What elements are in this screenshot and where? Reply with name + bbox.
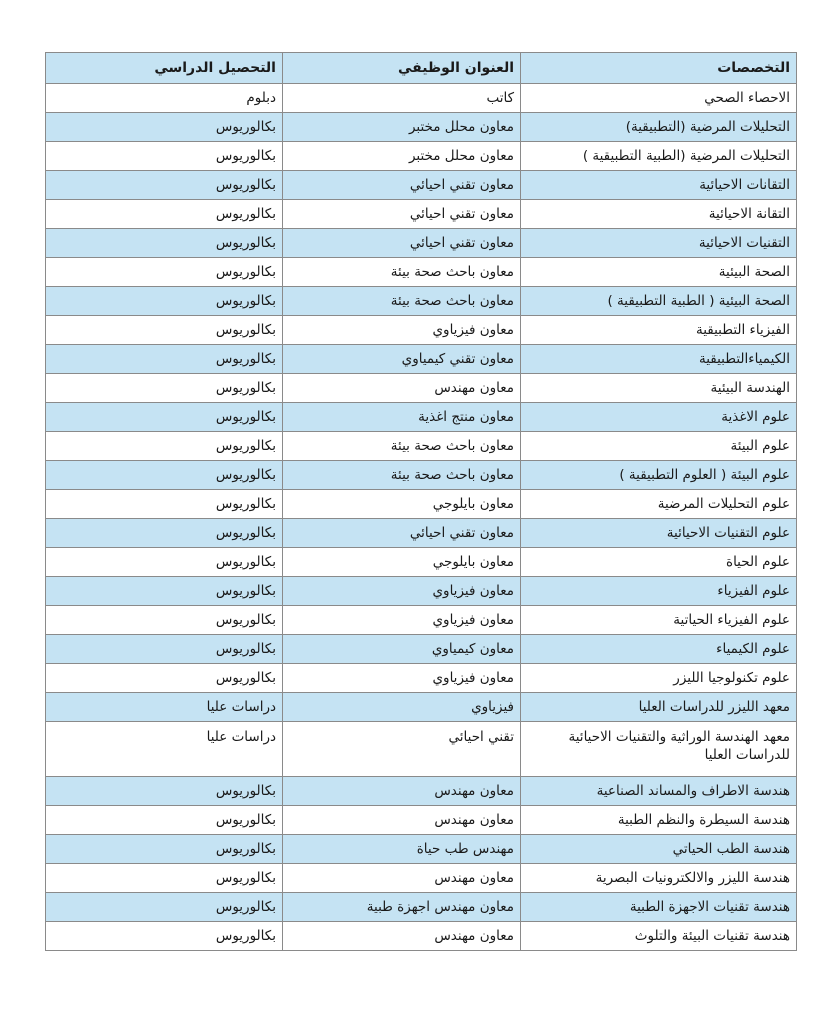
cell-specialization: التقانات الاحيائية xyxy=(521,171,797,200)
header-specialization: التخصصات xyxy=(521,53,797,84)
table-row xyxy=(46,777,797,806)
cell-job-title: معاون مهندس xyxy=(283,922,521,951)
table-row xyxy=(46,171,797,200)
cell-specialization: الصحة البيئية ( الطبية التطبيقية ) xyxy=(521,287,797,316)
cell-specialization: علوم التقنيات الاحيائية xyxy=(521,519,797,548)
cell-specialization: علوم الحياة xyxy=(521,548,797,577)
cell-specialization: هندسة السيطرة والنظم الطبية xyxy=(521,806,797,835)
table-row xyxy=(46,548,797,577)
cell-specialization: علوم الكيمياء xyxy=(521,635,797,664)
cell-education: بكالوريوس xyxy=(46,461,283,490)
cell-specialization: علوم البيئة ( العلوم التطبيقية ) xyxy=(521,461,797,490)
cell-job-title: معاون باحث صحة بيئة xyxy=(283,461,521,490)
table-row xyxy=(46,403,797,432)
cell-job-title: معاون مهندس xyxy=(283,374,521,403)
cell-education: بكالوريوس xyxy=(46,258,283,287)
cell-job-title: معاون محلل مختبر xyxy=(283,113,521,142)
cell-job-title: معاون كيمياوي xyxy=(283,635,521,664)
cell-education: بكالوريوس xyxy=(46,142,283,171)
table-row xyxy=(46,113,797,142)
cell-job-title: معاون بايلوجي xyxy=(283,548,521,577)
cell-specialization: معهد الليزر للدراسات العليا xyxy=(521,693,797,722)
cell-education: بكالوريوس xyxy=(46,806,283,835)
cell-education: دبلوم xyxy=(46,84,283,113)
cell-education: بكالوريوس xyxy=(46,606,283,635)
table-row xyxy=(46,316,797,345)
cell-job-title: معاون باحث صحة بيئة xyxy=(283,258,521,287)
cell-job-title: معاون فيزياوي xyxy=(283,664,521,693)
cell-specialization: علوم الاغذية xyxy=(521,403,797,432)
table-row xyxy=(46,893,797,922)
cell-specialization: معهد الهندسة الوراثية والتقنيات الاحيائية للدراسات العليا xyxy=(521,722,797,777)
cell-education: بكالوريوس xyxy=(46,287,283,316)
cell-education: بكالوريوس xyxy=(46,548,283,577)
cell-job-title: معاون فيزياوي xyxy=(283,606,521,635)
cell-specialization: علوم تكنولوجيا الليزر xyxy=(521,664,797,693)
cell-education: دراسات عليا xyxy=(46,693,283,722)
table-row xyxy=(46,806,797,835)
cell-job-title: معاون مهندس xyxy=(283,777,521,806)
table-row xyxy=(46,287,797,316)
cell-job-title: معاون تقني احيائي xyxy=(283,171,521,200)
cell-job-title: كاتب xyxy=(283,84,521,113)
cell-job-title: معاون تقني كيمياوي xyxy=(283,345,521,374)
cell-education: بكالوريوس xyxy=(46,345,283,374)
table-row xyxy=(46,835,797,864)
cell-specialization: التحليلات المرضية (الطبية التطبيقية ) xyxy=(521,142,797,171)
table-body xyxy=(46,84,797,951)
table-row xyxy=(46,142,797,171)
cell-specialization: هندسة الاطراف والمساند الصناعية xyxy=(521,777,797,806)
table-row xyxy=(46,374,797,403)
cell-job-title: معاون باحث صحة بيئة xyxy=(283,432,521,461)
cell-job-title: معاون مهندس xyxy=(283,864,521,893)
cell-specialization: علوم البيئة xyxy=(521,432,797,461)
cell-job-title: معاون فيزياوي xyxy=(283,316,521,345)
table-row xyxy=(46,722,797,777)
cell-specialization: علوم الفيزياء xyxy=(521,577,797,606)
table-row xyxy=(46,693,797,722)
cell-job-title: معاون فيزياوي xyxy=(283,577,521,606)
cell-education: بكالوريوس xyxy=(46,490,283,519)
cell-job-title: فيزياوي xyxy=(283,693,521,722)
cell-job-title: معاون مهندس اجهزة طبية xyxy=(283,893,521,922)
cell-job-title: معاون منتج اغذية xyxy=(283,403,521,432)
cell-education: بكالوريوس xyxy=(46,777,283,806)
cell-education: بكالوريوس xyxy=(46,432,283,461)
table-row xyxy=(46,635,797,664)
cell-job-title: معاون باحث صحة بيئة xyxy=(283,287,521,316)
cell-specialization: الهندسة البيئية xyxy=(521,374,797,403)
table-row xyxy=(46,577,797,606)
cell-specialization: هندسة الليزر والالكترونيات البصرية xyxy=(521,864,797,893)
cell-education: بكالوريوس xyxy=(46,864,283,893)
cell-education: بكالوريوس xyxy=(46,113,283,142)
cell-education: بكالوريوس xyxy=(46,577,283,606)
table-row xyxy=(46,606,797,635)
cell-specialization: التحليلات المرضية (التطبيقية) xyxy=(521,113,797,142)
cell-job-title: معاون تقني احيائي xyxy=(283,519,521,548)
cell-education: بكالوريوس xyxy=(46,893,283,922)
cell-job-title: معاون مهندس xyxy=(283,806,521,835)
cell-specialization: هندسة تقنيات الاجهزة الطبية xyxy=(521,893,797,922)
cell-specialization: التقنيات الاحيائية xyxy=(521,229,797,258)
cell-specialization: علوم التحليلات المرضية xyxy=(521,490,797,519)
cell-specialization: الفيزياء التطبيقية xyxy=(521,316,797,345)
cell-job-title: معاون محلل مختبر xyxy=(283,142,521,171)
cell-education: بكالوريوس xyxy=(46,229,283,258)
cell-education: دراسات عليا xyxy=(46,722,283,777)
table-row xyxy=(46,258,797,287)
cell-education: بكالوريوس xyxy=(46,171,283,200)
cell-education: بكالوريوس xyxy=(46,374,283,403)
specializations-table xyxy=(45,52,797,951)
table-row xyxy=(46,664,797,693)
cell-education: بكالوريوس xyxy=(46,922,283,951)
cell-specialization: الكيمياءالتطبيقية xyxy=(521,345,797,374)
cell-job-title: معاون تقني احيائي xyxy=(283,200,521,229)
cell-job-title: تقني احيائي xyxy=(283,722,521,777)
cell-education: بكالوريوس xyxy=(46,635,283,664)
cell-education: بكالوريوس xyxy=(46,835,283,864)
table-row xyxy=(46,345,797,374)
table-row xyxy=(46,490,797,519)
header-education: التحصيل الدراسي xyxy=(46,53,283,84)
cell-specialization: علوم الفيزياء الحياتية xyxy=(521,606,797,635)
table-row xyxy=(46,519,797,548)
cell-specialization: هندسة تقنيات البيئة والتلوث xyxy=(521,922,797,951)
table-row xyxy=(46,922,797,951)
cell-education: بكالوريوس xyxy=(46,664,283,693)
cell-job-title: معاون تقني احيائي xyxy=(283,229,521,258)
cell-education: بكالوريوس xyxy=(46,519,283,548)
cell-specialization: الاحصاء الصحي xyxy=(521,84,797,113)
cell-specialization: هندسة الطب الحياتي xyxy=(521,835,797,864)
cell-job-title: مهندس طب حياة xyxy=(283,835,521,864)
table-row xyxy=(46,200,797,229)
header-job-title: العنوان الوظيفي xyxy=(283,53,521,84)
table-row xyxy=(46,229,797,258)
table-header-row xyxy=(46,53,797,84)
table-row xyxy=(46,461,797,490)
cell-specialization: التقانة الاحيائية xyxy=(521,200,797,229)
table-row xyxy=(46,864,797,893)
cell-specialization: الصحة البيئية xyxy=(521,258,797,287)
table-row xyxy=(46,432,797,461)
cell-education: بكالوريوس xyxy=(46,316,283,345)
cell-job-title: معاون بايلوجي xyxy=(283,490,521,519)
table-row xyxy=(46,84,797,113)
cell-education: بكالوريوس xyxy=(46,403,283,432)
cell-education: بكالوريوس xyxy=(46,200,283,229)
